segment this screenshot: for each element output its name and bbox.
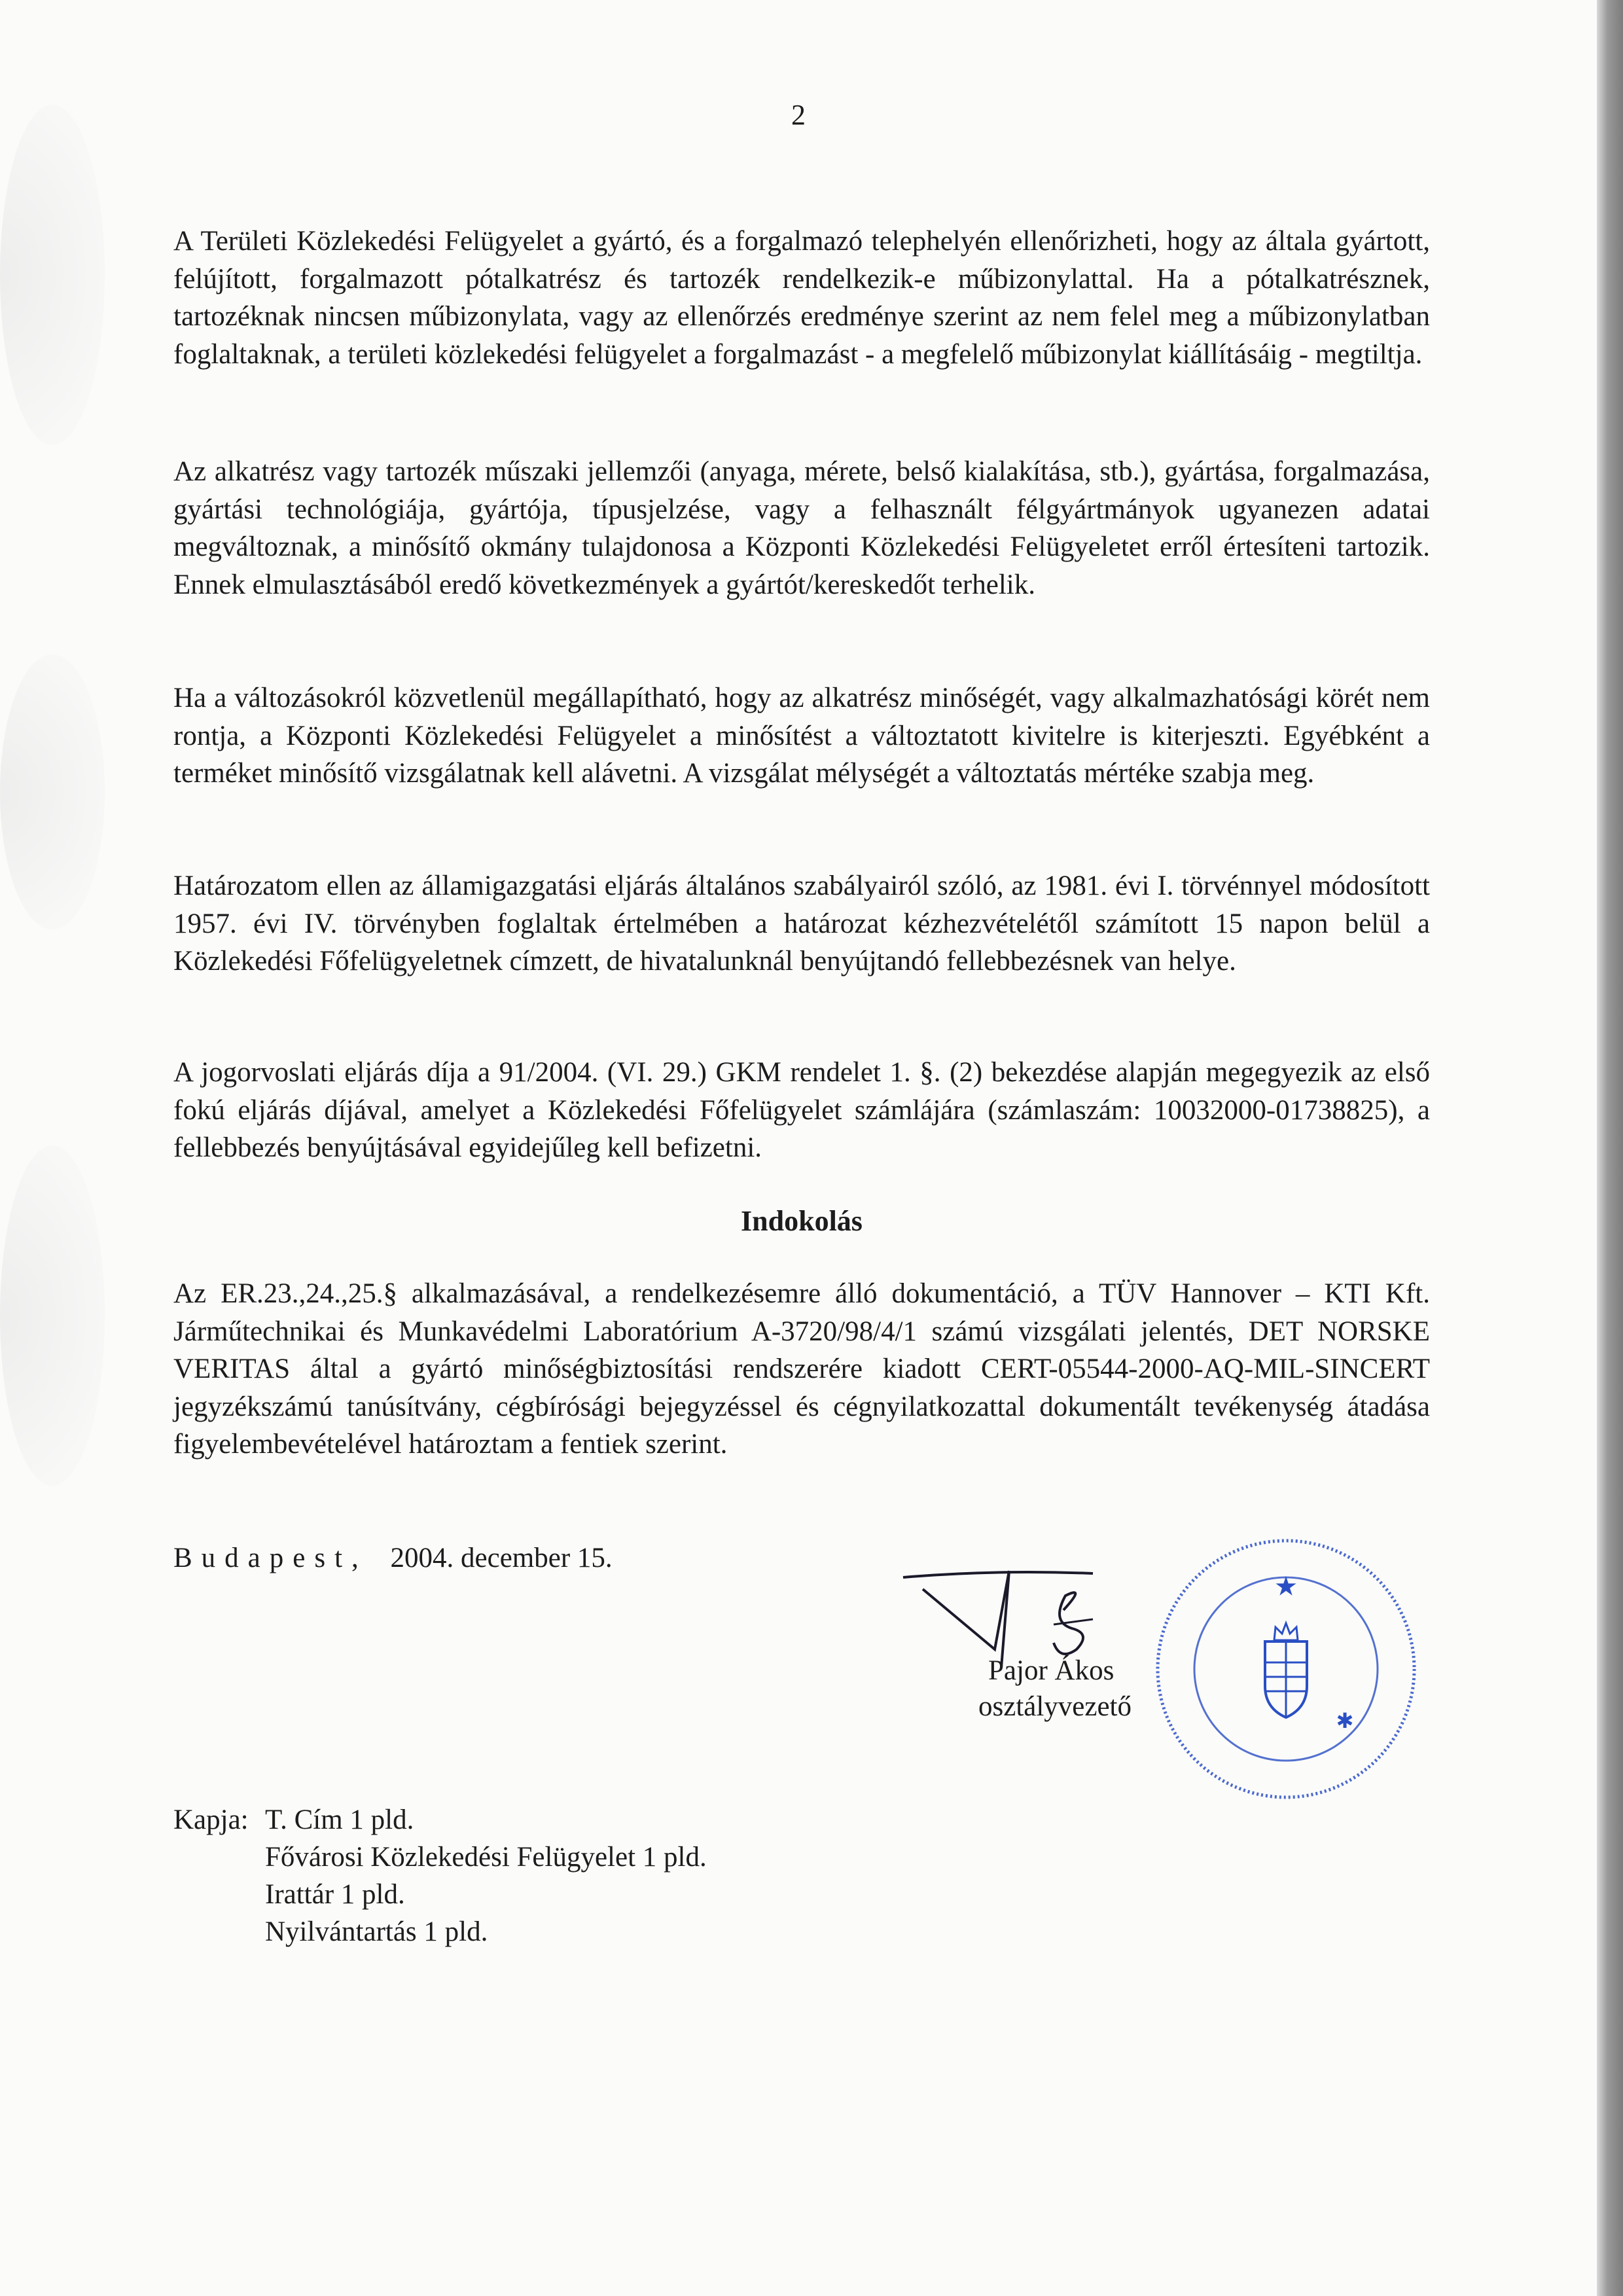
paragraph-extension: Ha a változásokról közvetlenül megállapítható, hogy az alkatrész minőségét, vagy alkalmazhatósági körét nem rontja, a Központi Közlekedési Felügyelet a minősítést a változtatott kivitelre is kiterjeszti. Egyébként a terméket minősítő vizsgálatnak kell alávetni. A vizsgálat mélységét a változtatás mértéke szabja meg. — [173, 683, 1430, 789]
signer-title: osztályvezető — [978, 1691, 1132, 1722]
distribution-item: T. Cím 1 pld. — [265, 1804, 414, 1835]
dateline — [173, 1542, 613, 1574]
distribution-item: Nyilvántartás 1 pld. — [265, 1916, 488, 1947]
distribution-list — [173, 1801, 707, 1950]
official-stamp — [1149, 1532, 1423, 1806]
page-number: 2 — [791, 99, 806, 131]
svg-text:✱: ✱ — [1336, 1709, 1354, 1732]
paragraph-reasoning: Az ER.23.,24.,25.§ alkalmazásával, a rendelkezésemre álló dokumentáció, a TÜV Hannover – KTI Kft. Járműtechnikai és Munkavédelmi Laboratórium A-3720/98/4/1 számú vizsgálati jelentés, DET NORSKE VERITAS által a gyártó minőségbiztosítási rendszerére kiadott CERT-05544-2000-AQ-MIL-SINCERT jegyzékszámú tanúsítvány, cégbírósági bejegyzéssel és cégnyilatkozattal dokumentált tevékenység átadása figyelembevételével határoztam a fentiek szerint. — [173, 1278, 1430, 1460]
distribution-item: Fővárosi Közlekedési Felügyelet 1 pld. — [265, 1842, 707, 1873]
page-shadow — [0, 1145, 105, 1486]
page-shadow — [0, 655, 105, 929]
paragraph-changes: Az alkatrész vagy tartozék műszaki jellemzői (anyaga, mérete, belső kialakítása, stb.), gyártása, forgalmazása, gyártási technológiája, gyártója, típusjelzése, vagy a felhasznált félgyártmányok ugyanezen adatai megváltoznak, a minősítő okmány tulajdonosa a Központi Közlekedési Felügyeletet erről értesíteni tartozik. Ennek elmulasztásából eredő következmények a gyártót/kereskedőt terhelik. — [173, 456, 1430, 600]
paragraph-inspection: A Területi Közlekedési Felügyelet a gyártó, és a forgalmazó telephelyén ellenőrizheti, hogy az általa gyártott, felújított, forgalmazott pótalkatrész és tartozék rendelkezik-e műbizonylattal. Ha a pótalkatrésznek, tartozéknak nincsen műbizonylata, vagy az ellenőrzés eredménye szerint az nem felel meg a műbizonylatban foglaltaknak, a területi közlekedési felügyelet a forgalmazást - a megfelelő műbizonylat kiállításáig - megtiltja. — [173, 226, 1430, 370]
svg-text:★: ★ — [1275, 1573, 1297, 1600]
distribution-item: Irattár 1 pld. — [265, 1879, 405, 1910]
paragraph-fee: A jogorvoslati eljárás díja a 91/2004. (VI. 29.) GKM rendelet 1. §. (2) bekezdése alapján megegyezik az első fokú eljárás díjával, amelyet a Közlekedési Főfelügyelet számlájára (számlaszám: 10032000-01738825), a fellebbezés benyújtásával egyidejűleg kell befizetni. — [173, 1057, 1430, 1163]
page-edge — [1597, 0, 1623, 2296]
section-heading: Indokolás — [741, 1205, 863, 1237]
list-item — [173, 1801, 707, 1839]
paragraph-appeal: Határozatom ellen az államigazgatási eljárás általános szabályairól szóló, az 1981. évi I. törvénnyel módosított 1957. évi IV. törvényben foglaltak értelmében a határozat kézhezvételétől számított 15 napon belül a Közlekedési Főfelügyeletnek címzett, de hivatalunknál benyújtandó fellebbezésnek van helye. — [173, 870, 1430, 977]
page-shadow — [0, 105, 105, 445]
dateline-date: 2004. december 15. — [390, 1543, 613, 1573]
dateline-city: Budapest, — [173, 1543, 368, 1573]
distribution-label: Kapja: — [173, 1804, 249, 1835]
signer-name: Pajor Ákos — [988, 1655, 1115, 1686]
